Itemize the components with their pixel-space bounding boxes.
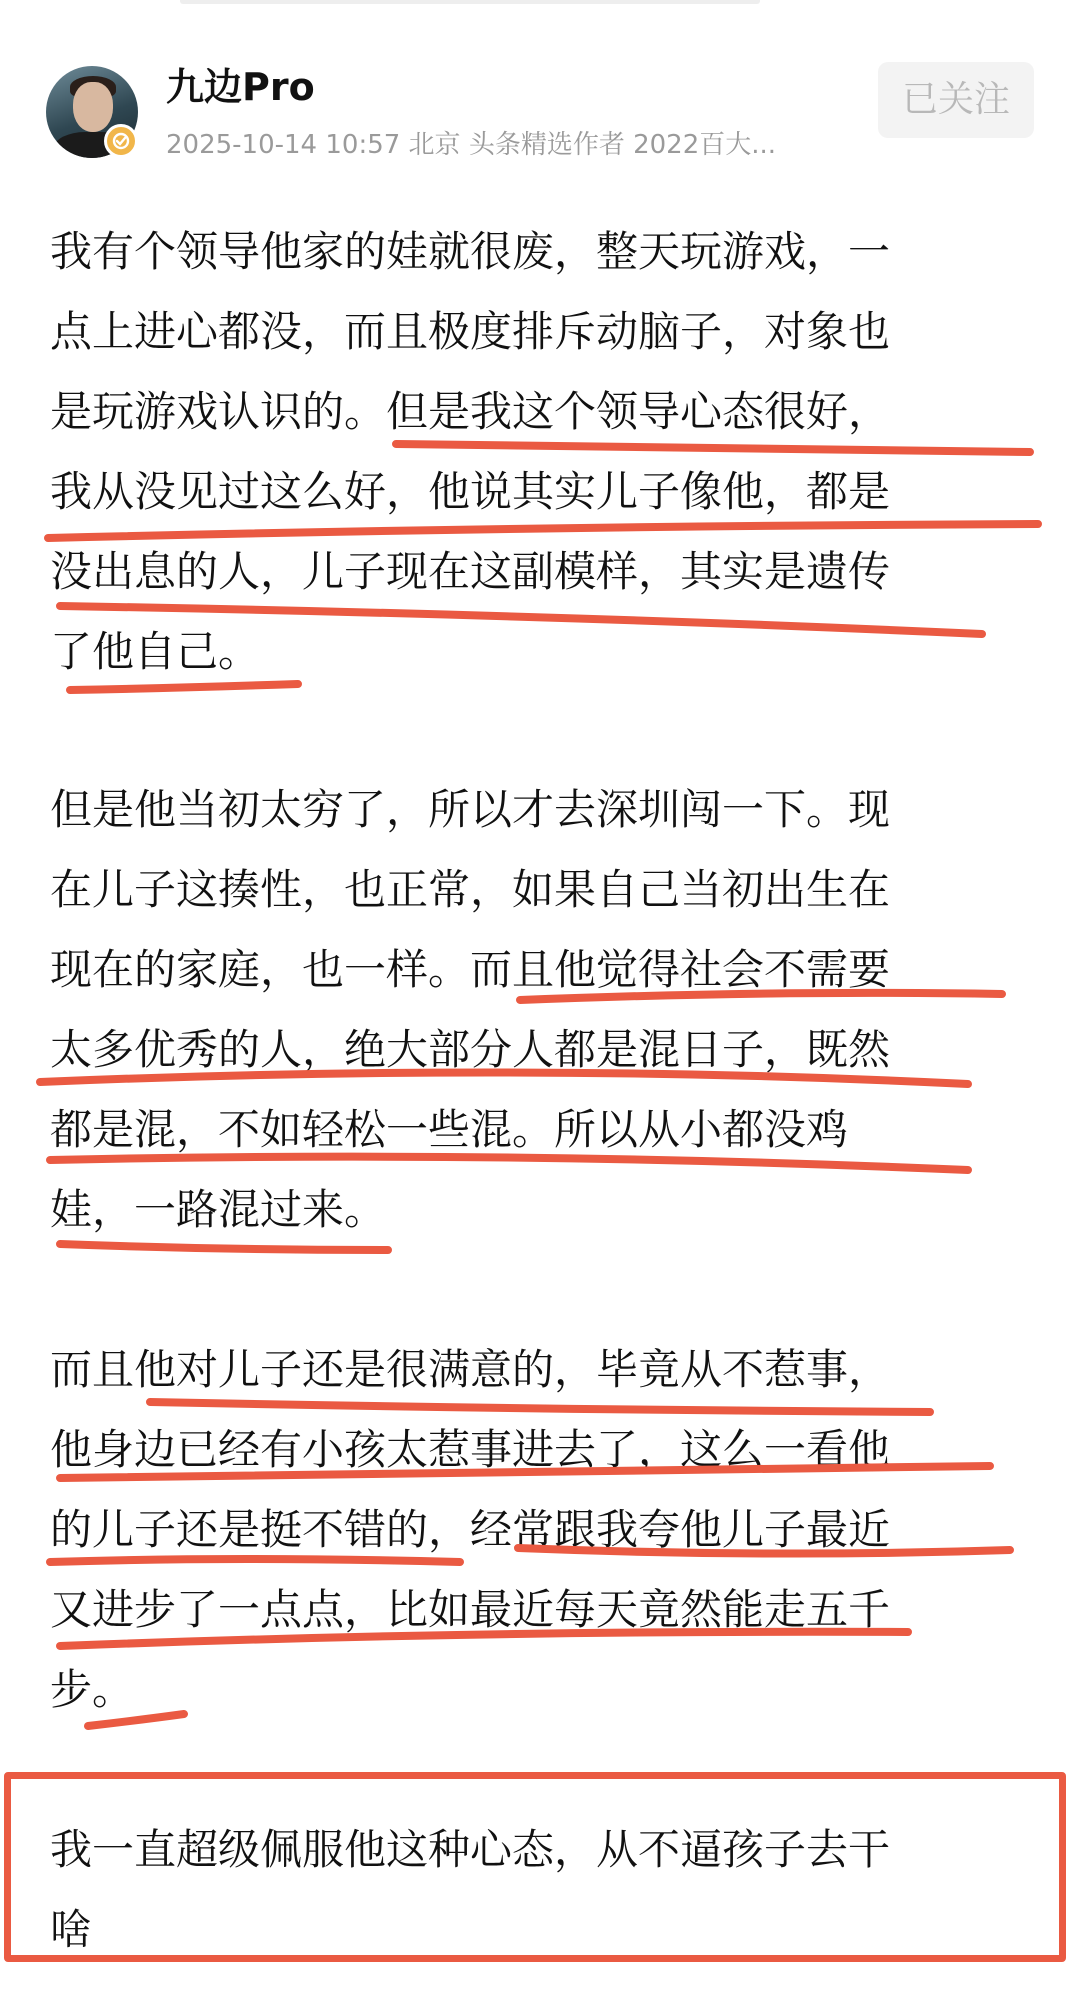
text-line: 都是混，不如轻松一些混。所以从小都没鸡 [50,1105,849,1154]
text-line: 而且他对儿子还是很满意的，毕竟从不惹事， [50,1345,891,1394]
text-line: 的儿子还是挺不错的，经常跟我夸他儿子最近 [50,1505,891,1554]
text-line: 但是他当初太穷了，所以才去深圳闯一下。现 [50,785,891,834]
text-line: 了他自己。 [50,627,261,676]
text-line: 娃，一路混过来。 [50,1185,387,1234]
text-line: 又进步了一点点，比如最近每天竟然能走五千 [50,1585,891,1634]
text-line: 我一直超级佩服他这种心态，从不逼孩子去干 [50,1825,891,1874]
paragraph-3 [50,1330,1050,1730]
text-line: 点上进心都没，而且极度排斥动脑子，对象也 [50,307,891,356]
highlight-box [4,1772,1066,1962]
paragraph-2 [50,770,1050,1250]
text-line: 步。 [50,1665,135,1714]
post-meta: 2025-10-14 10:57 北京 头条精选作者 2022百大... [166,130,777,160]
text-line: 现在的家庭，也一样。而且他觉得社会不需要 [50,945,891,994]
follow-button[interactable]: 已关注 [878,62,1034,138]
text-line: 没出息的人，儿子现在这副模样，其实是遗传 [50,547,891,596]
paragraph-1 [50,212,1050,692]
text-line: 在儿子这揍性，也正常，如果自己当初出生在 [50,865,891,914]
text-line: 啥 [50,1905,93,1954]
text-line: 太多优秀的人，绝大部分人都是混日子，既然 [50,1025,891,1074]
author-name[interactable]: 九边Pro [166,65,315,109]
text-line: 我从没见过这么好，他说其实儿子像他，都是 [50,467,891,516]
text-line: 他身边已经有小孩太惹事进去了，这么一看他 [50,1425,891,1474]
text-line: 是玩游戏认识的。但是我这个领导心态很好， [50,387,891,436]
text-line: 我有个领导他家的娃就很废，整天玩游戏，一 [50,227,891,276]
